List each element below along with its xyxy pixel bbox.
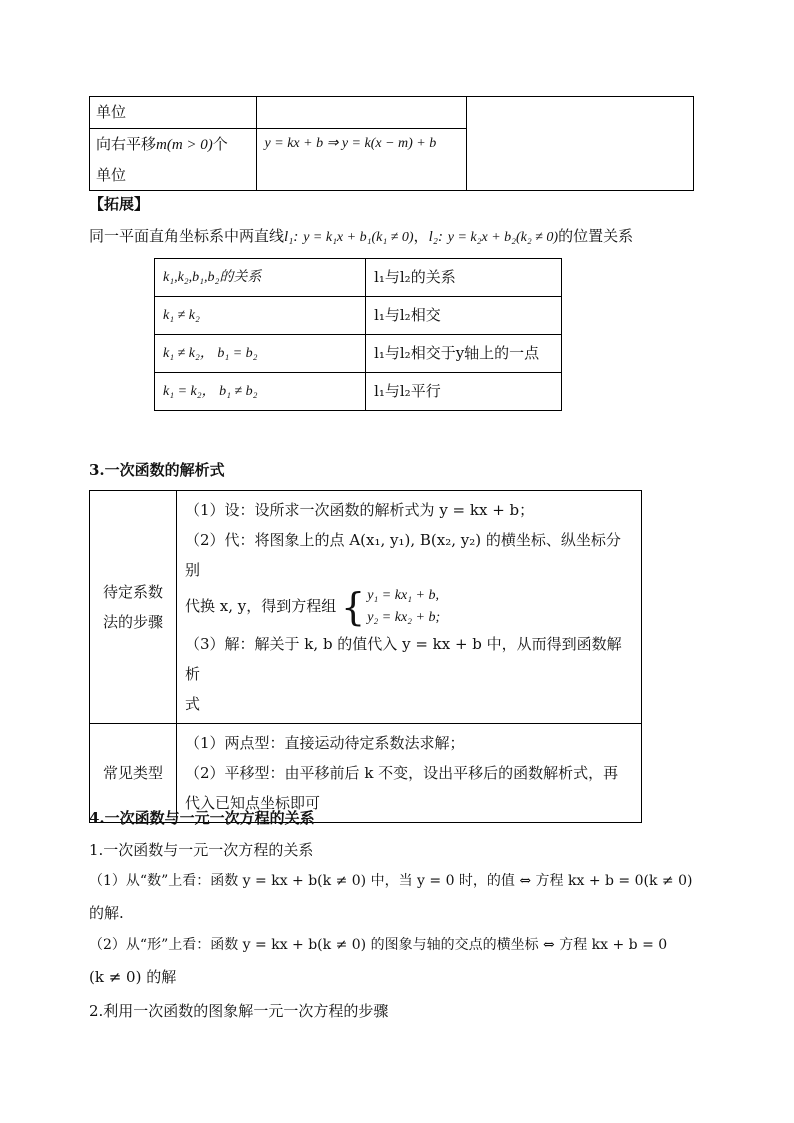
table-row — [155, 373, 562, 411]
type-1: （1）两点型：直接运动待定系数法求解； — [185, 734, 465, 752]
section-4-title: 4.一次函数与一元一次方程的关系 — [89, 809, 315, 827]
intro-text: 同一平面直角坐标系中两直线 — [89, 227, 285, 245]
cell-text: l₁与l₂相交 — [374, 306, 441, 324]
table-row — [155, 297, 562, 335]
table-row — [90, 491, 642, 724]
table-cell — [155, 297, 366, 335]
cell-text: k₁ ≠ k₂， b₁ = b₂ — [163, 346, 258, 361]
table-cell — [256, 97, 467, 129]
table-row — [155, 259, 562, 297]
table-cell — [90, 129, 257, 191]
translation-table — [89, 96, 694, 191]
math-text: l₁: — [284, 229, 299, 245]
cell-text: 单位 — [96, 166, 127, 184]
cell-text: l₁与l₂平行 — [374, 382, 441, 400]
paragraph-1-cont: 的解. — [89, 904, 124, 922]
step-1: （1）设：设所求一次函数的解析式为 y = kx + b； — [185, 501, 535, 519]
intro-text: 的位置关系 — [558, 227, 634, 245]
analytic-table — [89, 490, 642, 823]
table-cell — [256, 129, 467, 191]
cell-text: 向右平移 — [96, 135, 157, 153]
table-cell — [90, 491, 177, 724]
cell-label: 常见类型 — [102, 764, 163, 782]
type-2: （2）平移型：由平移前后 k 不变，设出平移后的函数解析式，再 — [185, 764, 619, 782]
cell-label: 待定系数法的步骤 — [102, 583, 163, 631]
table-cell — [155, 373, 366, 411]
cell-text: 个 — [212, 135, 228, 153]
paragraph-2-cont: (k ≠ 0) 的解 — [89, 968, 177, 986]
table-cell — [366, 335, 562, 373]
math-text: m(m > 0) — [156, 137, 213, 153]
brace-icon: { — [341, 585, 366, 629]
step-2-text: 代换 x, y，得到方程组 — [185, 597, 337, 615]
step-3-cont: 式 — [185, 695, 201, 713]
equation: y₂ = kx₂ + b; — [367, 610, 441, 625]
cell-text: k₁,k₂,b₁,b₂的关系 — [163, 270, 262, 285]
subsection-2: 2.利用一次函数的图象解一元一次方程的步骤 — [89, 1002, 389, 1020]
cell-text: k₁ = k₂， b₁ ≠ b₂ — [163, 384, 258, 399]
table-cell — [177, 491, 642, 724]
relation-table — [154, 258, 562, 411]
math-text: y = k₂x + b₂(k₂ ≠ 0) — [447, 230, 559, 245]
table-cell — [366, 259, 562, 297]
cell-text: l₁与l₂相交于y轴上的一点 — [374, 344, 540, 362]
equation: y₁ = kx₁ + b, — [367, 588, 439, 603]
table-cell — [467, 97, 694, 191]
cell-text: 单位 — [96, 103, 127, 121]
table-row — [90, 97, 694, 129]
table-row — [155, 335, 562, 373]
step-2: （2）代：将图象上的点 A(x₁, y₁), B(x₂, y₂) 的横坐标、纵坐标分别 — [185, 531, 621, 579]
step-3: （3）解：解关于 k, b 的值代入 y = kx + b 中，从而得到函数解析 — [185, 635, 622, 683]
table-cell — [155, 259, 366, 297]
equation-system — [341, 585, 440, 629]
paragraph-2: （2）从“形”上看：函数 y = kx + b(k ≠ 0) 的图象与轴的交点的横坐标 ⇔ 方程 kx + b = 0 — [89, 937, 668, 953]
subsection-1: 1.一次函数与一元一次方程的关系 — [89, 841, 314, 859]
step-2-cont — [185, 585, 633, 629]
type-2-cont: 代入已知点坐标即可 — [185, 794, 321, 812]
math-text: y = kx + b ⇒ y = k(x − m) + b — [264, 136, 437, 151]
extension-heading: 【拓展】 — [89, 195, 150, 213]
extension-intro — [89, 226, 633, 248]
math-text: y = k₁x + b₁(k₁ ≠ 0) — [303, 230, 414, 245]
table-cell — [366, 373, 562, 411]
intro-text: ， — [413, 227, 429, 245]
cell-text: l₁与l₂的关系 — [374, 268, 456, 286]
section-3-title: 3.一次函数的解析式 — [89, 461, 225, 479]
cell-text: k₁ ≠ k₂ — [163, 308, 200, 323]
table-cell — [155, 335, 366, 373]
math-text: l₂: — [428, 229, 443, 245]
table-cell — [366, 297, 562, 335]
table-cell — [90, 97, 257, 129]
paragraph-1: （1）从“数”上看：函数 y = kx + b(k ≠ 0) 中，当 y = 0 时，的值 ⇔ 方程 kx + b = 0(k ≠ 0) — [89, 873, 693, 889]
